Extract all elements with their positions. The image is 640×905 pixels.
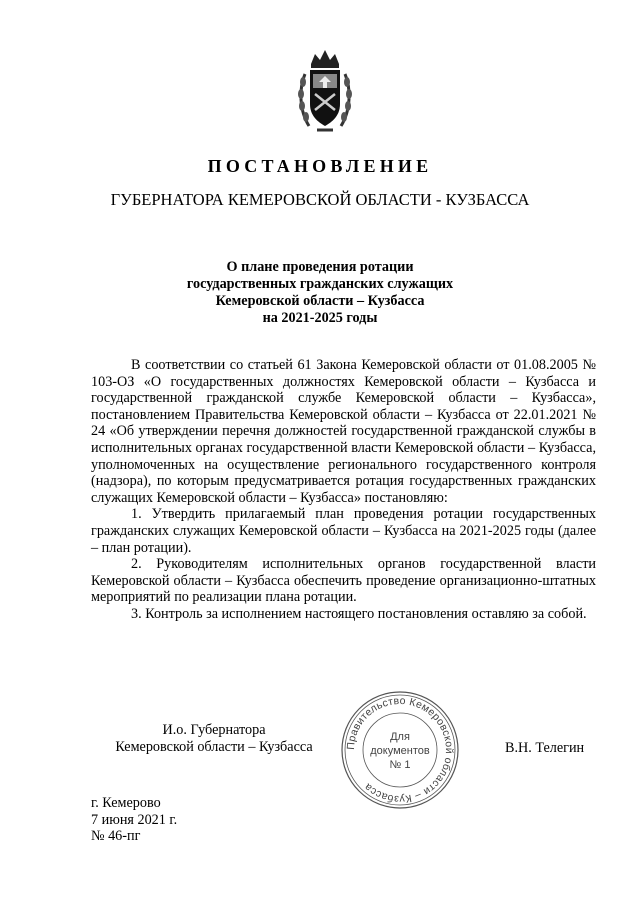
- stamp-center-line: № 1: [389, 759, 411, 771]
- document-body: [91, 357, 596, 623]
- signatory-position: [104, 722, 324, 755]
- issue-city: г. Кемерово: [91, 795, 161, 811]
- stamp-ring-text: Правительство Кемеровской области – Кузбасса: [344, 694, 456, 806]
- heading-line: на 2021-2025 годы: [262, 310, 378, 326]
- document-type-title: ПОСТАНОВЛЕНИЕ: [207, 156, 433, 176]
- paragraph-preamble: В соответствии со статьей 61 Закона Кемеровской области от 01.08.2005 № 103-ОЗ «О государственных должностях Кемеровской области – Кузбасса и государственной гражданской службе Кемеровской области – Кузбасса», постановлением Правительства Кемеровской области – Кузбасса от 22.01.2021 № 24 «Об утверждении перечня должностей государственной гражданской службы в исполнительных органах государственной власти Кемеровской области – Кузбасса, уполномоченных на осуществление регионального государственного контроля (надзора), по которым предусматривается ротация государственных гражданских служащих Кемеровской области – Кузбасса» постановляю:: [91, 357, 596, 506]
- paragraph-item-3: 3. Контроль за исполнением настоящего постановления оставляю за собой.: [131, 605, 587, 622]
- position-line: Кемеровской области – Кузбасса: [115, 738, 313, 755]
- issue-date: 7 июня 2021 г.: [91, 811, 178, 828]
- signatory-name: В.Н. Телегин: [505, 740, 585, 756]
- paragraph-item-1: 1. Утвердить прилагаемый план проведения ротации государственных гражданских служащих Кемеровской области – Кузбасса на 2021-2025 годы (далее – план ротации).: [91, 506, 596, 556]
- heading-line: О плане проведения ротации: [226, 259, 414, 275]
- stamp-center-line: Для: [390, 731, 410, 743]
- document-number: № 46-пг: [91, 828, 141, 844]
- issuer-subtitle: ГУБЕРНАТОРА КЕМЕРОВСКОЙ ОБЛАСТИ - КУЗБАССА: [110, 190, 530, 209]
- document-heading: [120, 259, 520, 327]
- coat-of-arms-icon: [297, 48, 353, 136]
- place-date-number: [91, 795, 177, 845]
- heading-line: Кемеровской области – Кузбасса: [215, 293, 425, 309]
- official-stamp-seal: [338, 688, 462, 812]
- paragraph-item-2: 2. Руководителям исполнительных органов государственной власти Кемеровской области – Кузбасса обеспечить проведение организационно-штатных мероприятий по реализации плана ротации.: [91, 556, 596, 606]
- position-line: И.о. Губернатора: [162, 722, 266, 738]
- stamp-center-line: документов: [370, 745, 430, 757]
- heading-line: государственных гражданских служащих: [186, 276, 454, 292]
